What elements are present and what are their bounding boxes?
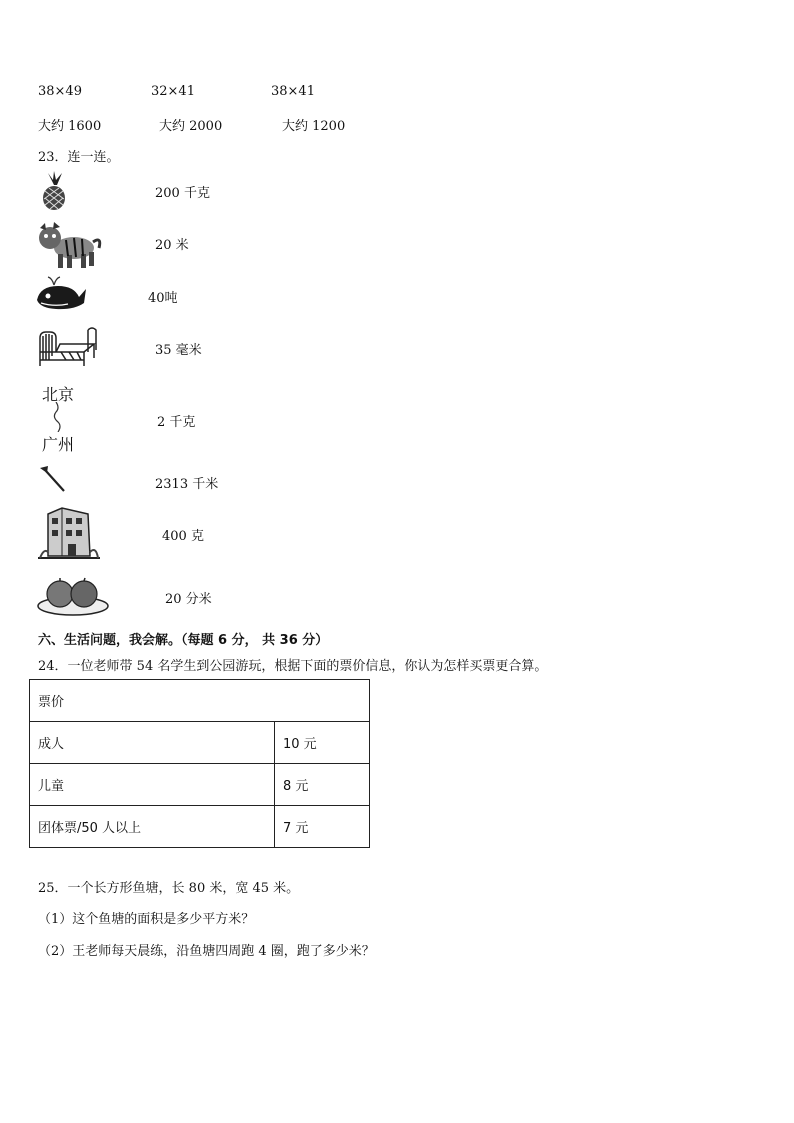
ticket-price-cell: 8 元: [275, 764, 370, 806]
ticket-price-cell: 7 元: [275, 806, 370, 848]
estimate-expr-2: 32×41: [151, 84, 195, 99]
q23-label-2: 20 米: [155, 238, 189, 253]
q24-text: 24．一位老师带 54 名学生到公园游玩，根据下面的票价信息，你认为怎样买票更合算。: [38, 659, 548, 674]
q25-sub2: （2）王老师每天晨练，沿鱼塘四周跑 4 圈，跑了多少米？: [38, 944, 375, 959]
building-icon: [38, 504, 100, 560]
q23-label-7: 400 克: [162, 529, 204, 544]
fruit-plate-icon: [36, 574, 110, 616]
ticket-type-cell: 成人: [30, 722, 275, 764]
map-city-guangzhou: 广州: [42, 435, 75, 454]
q25-sub1: （1）这个鱼塘的面积是多少平方米？: [38, 912, 255, 927]
tiger-icon: [36, 218, 102, 270]
ticket-price-cell: 10 元: [275, 722, 370, 764]
bed-icon: [36, 322, 98, 368]
estimate-answer-2: 大约 2000: [159, 119, 223, 134]
estimate-expr-1: 38×49: [38, 84, 82, 99]
q23-label-4: 35 毫米: [155, 343, 202, 358]
ticket-type-cell: 团体票/50 人以上: [30, 806, 275, 848]
estimate-answer-1: 大约 1600: [38, 119, 102, 134]
table-row: [30, 764, 370, 806]
whale-icon: [34, 274, 88, 312]
ticket-type-cell: 儿童: [30, 764, 275, 806]
q23-label-5: 2 千克: [157, 415, 196, 430]
q23-label-3: 40吨: [148, 291, 178, 306]
table-row: [30, 722, 370, 764]
map-city-beijing: 北京: [42, 385, 75, 404]
pin-icon: [38, 464, 68, 494]
ticket-price-table: [29, 679, 370, 848]
q23-title: 23．连一连。: [38, 150, 120, 165]
q23-label-1: 200 千克: [155, 186, 210, 201]
table-header-cell: 票价: [30, 680, 370, 722]
estimate-answer-3: 大约 1200: [282, 119, 346, 134]
q23-label-6: 2313 千米: [155, 477, 219, 492]
pineapple-icon: [36, 171, 72, 211]
q23-label-8: 20 分米: [165, 592, 212, 607]
table-row: [30, 806, 370, 848]
q25-text: 25．一个长方形鱼塘，长 80 米，宽 45 米。: [38, 881, 300, 896]
route-line-icon: [46, 402, 70, 432]
table-header-row: [30, 680, 370, 722]
estimate-expr-3: 38×41: [271, 84, 315, 99]
section-6-title: 六、生活问题，我会解。（每题 6 分， 共 36 分）: [38, 633, 329, 648]
